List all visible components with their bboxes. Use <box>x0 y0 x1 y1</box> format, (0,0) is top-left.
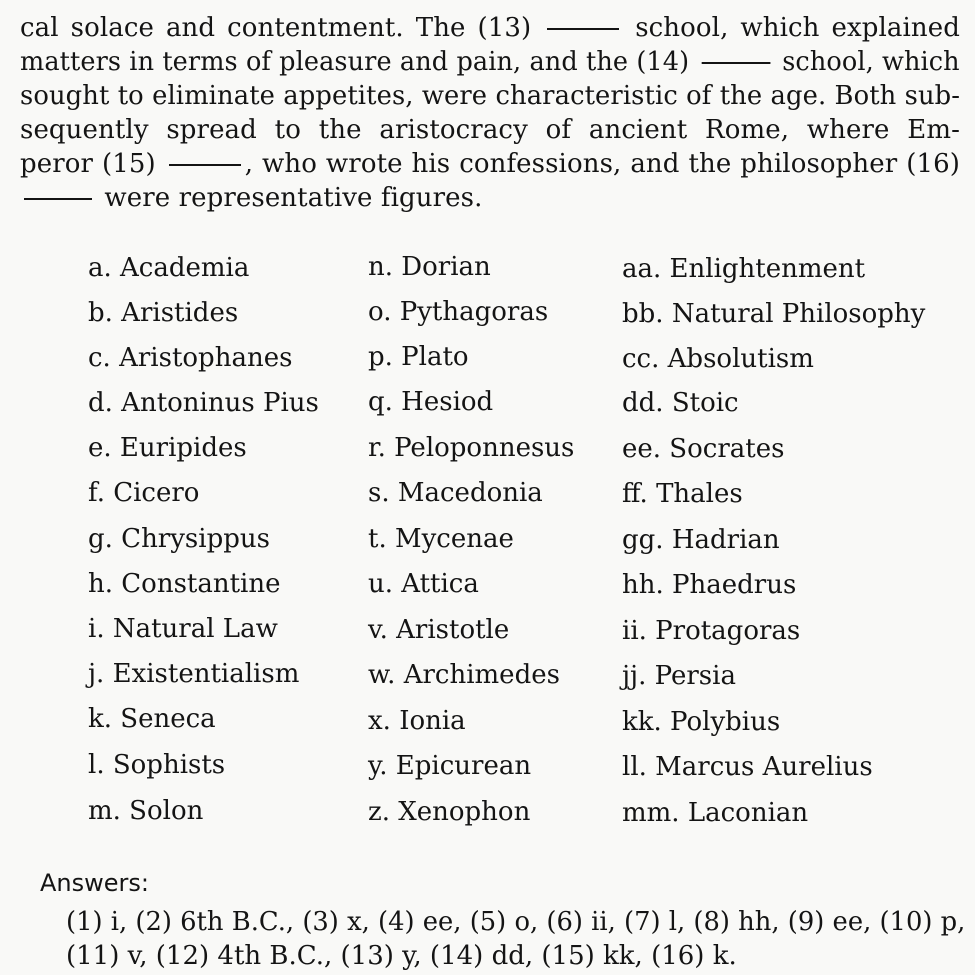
paragraph-text: cal solace and contentment. The (13) <box>20 13 532 43</box>
option-gg: gg. Hadrian <box>622 525 780 555</box>
option-k: k. Seneca <box>88 704 216 734</box>
paragraph-text: peror (15) <box>20 149 156 179</box>
option-y: y. Epicurean <box>368 751 532 781</box>
option-d: d. Antoninus Pius <box>88 388 319 418</box>
option-j: j. Existentialism <box>88 659 300 689</box>
option-f: f. Cicero <box>88 478 200 508</box>
option-m: m. Solon <box>88 796 204 826</box>
option-b: b. Aristides <box>88 298 239 328</box>
option-cc: cc. Absolutism <box>622 344 814 374</box>
answers-line-1: (1) i, (2) 6th B.C., (3) x, (4) ee, (5) o, (6) ii, (7) l, (8) hh, (9) ee, (10) p, <box>66 907 966 937</box>
option-mm: mm. Laconian <box>622 798 809 828</box>
option-hh: hh. Phaedrus <box>622 570 797 600</box>
option-u: u. Attica <box>368 569 479 599</box>
option-aa: aa. Enlightenment <box>622 254 866 284</box>
paragraph-line-1 <box>20 12 960 44</box>
option-ff: ff. Thales <box>622 479 743 509</box>
answer-blank-15 <box>169 164 241 166</box>
option-s: s. Macedonia <box>368 478 543 508</box>
option-x: x. Ionia <box>368 706 466 736</box>
option-p: p. Plato <box>368 342 469 372</box>
answer-blank-16 <box>24 198 92 200</box>
paragraph-text: school, which <box>782 47 960 77</box>
option-ii: ii. Protagoras <box>622 616 801 646</box>
option-ll: ll. Marcus Aurelius <box>622 752 873 782</box>
option-dd: dd. Stoic <box>622 388 739 418</box>
option-bb: bb. Natural Philosophy <box>622 299 926 329</box>
paragraph-line-4: sequently spread to the aristocracy of ancient Rome, where Em- <box>20 115 960 145</box>
option-r: r. Peloponnesus <box>368 433 575 463</box>
option-w: w. Archimedes <box>368 660 560 690</box>
option-v: v. Aristotle <box>368 615 510 645</box>
paragraph-text: matters in terms of pleasure and pain, and the (14) <box>20 47 690 77</box>
paragraph-line-6 <box>24 182 964 214</box>
option-g: g. Chrysippus <box>88 524 270 554</box>
option-n: n. Dorian <box>368 252 491 282</box>
option-t: t. Mycenae <box>368 524 514 554</box>
paragraph-text: were representative figures. <box>104 183 483 213</box>
option-q: q. Hesiod <box>368 387 494 417</box>
paragraph-line-2 <box>20 46 960 78</box>
option-l: l. Sophists <box>88 750 226 780</box>
answers-line-2: (11) v, (12) 4th B.C., (13) y, (14) dd, (15) kk, (16) k. <box>66 941 737 971</box>
paragraph-text: , who wrote his confessions, and the philosopher (16) <box>244 149 960 179</box>
paragraph-line-3: sought to eliminate appetites, were characteristic of the age. Both sub- <box>20 81 961 111</box>
answers-heading: Answers: <box>40 869 149 897</box>
option-e: e. Euripides <box>88 433 247 463</box>
option-o: o. Pythagoras <box>368 297 549 327</box>
option-z: z. Xenophon <box>368 797 531 827</box>
option-a: a. Academia <box>88 253 250 283</box>
option-i: i. Natural Law <box>88 614 278 644</box>
paragraph-text: school, which explained <box>635 13 960 43</box>
option-jj: jj. Persia <box>622 661 736 691</box>
option-c: c. Aristophanes <box>88 343 293 373</box>
option-kk: kk. Polybius <box>622 707 781 737</box>
answer-blank-13 <box>547 28 619 30</box>
option-h: h. Constantine <box>88 569 281 599</box>
option-ee: ee. Socrates <box>622 434 785 464</box>
answer-blank-14 <box>701 62 770 64</box>
paragraph-line-5 <box>20 148 960 180</box>
